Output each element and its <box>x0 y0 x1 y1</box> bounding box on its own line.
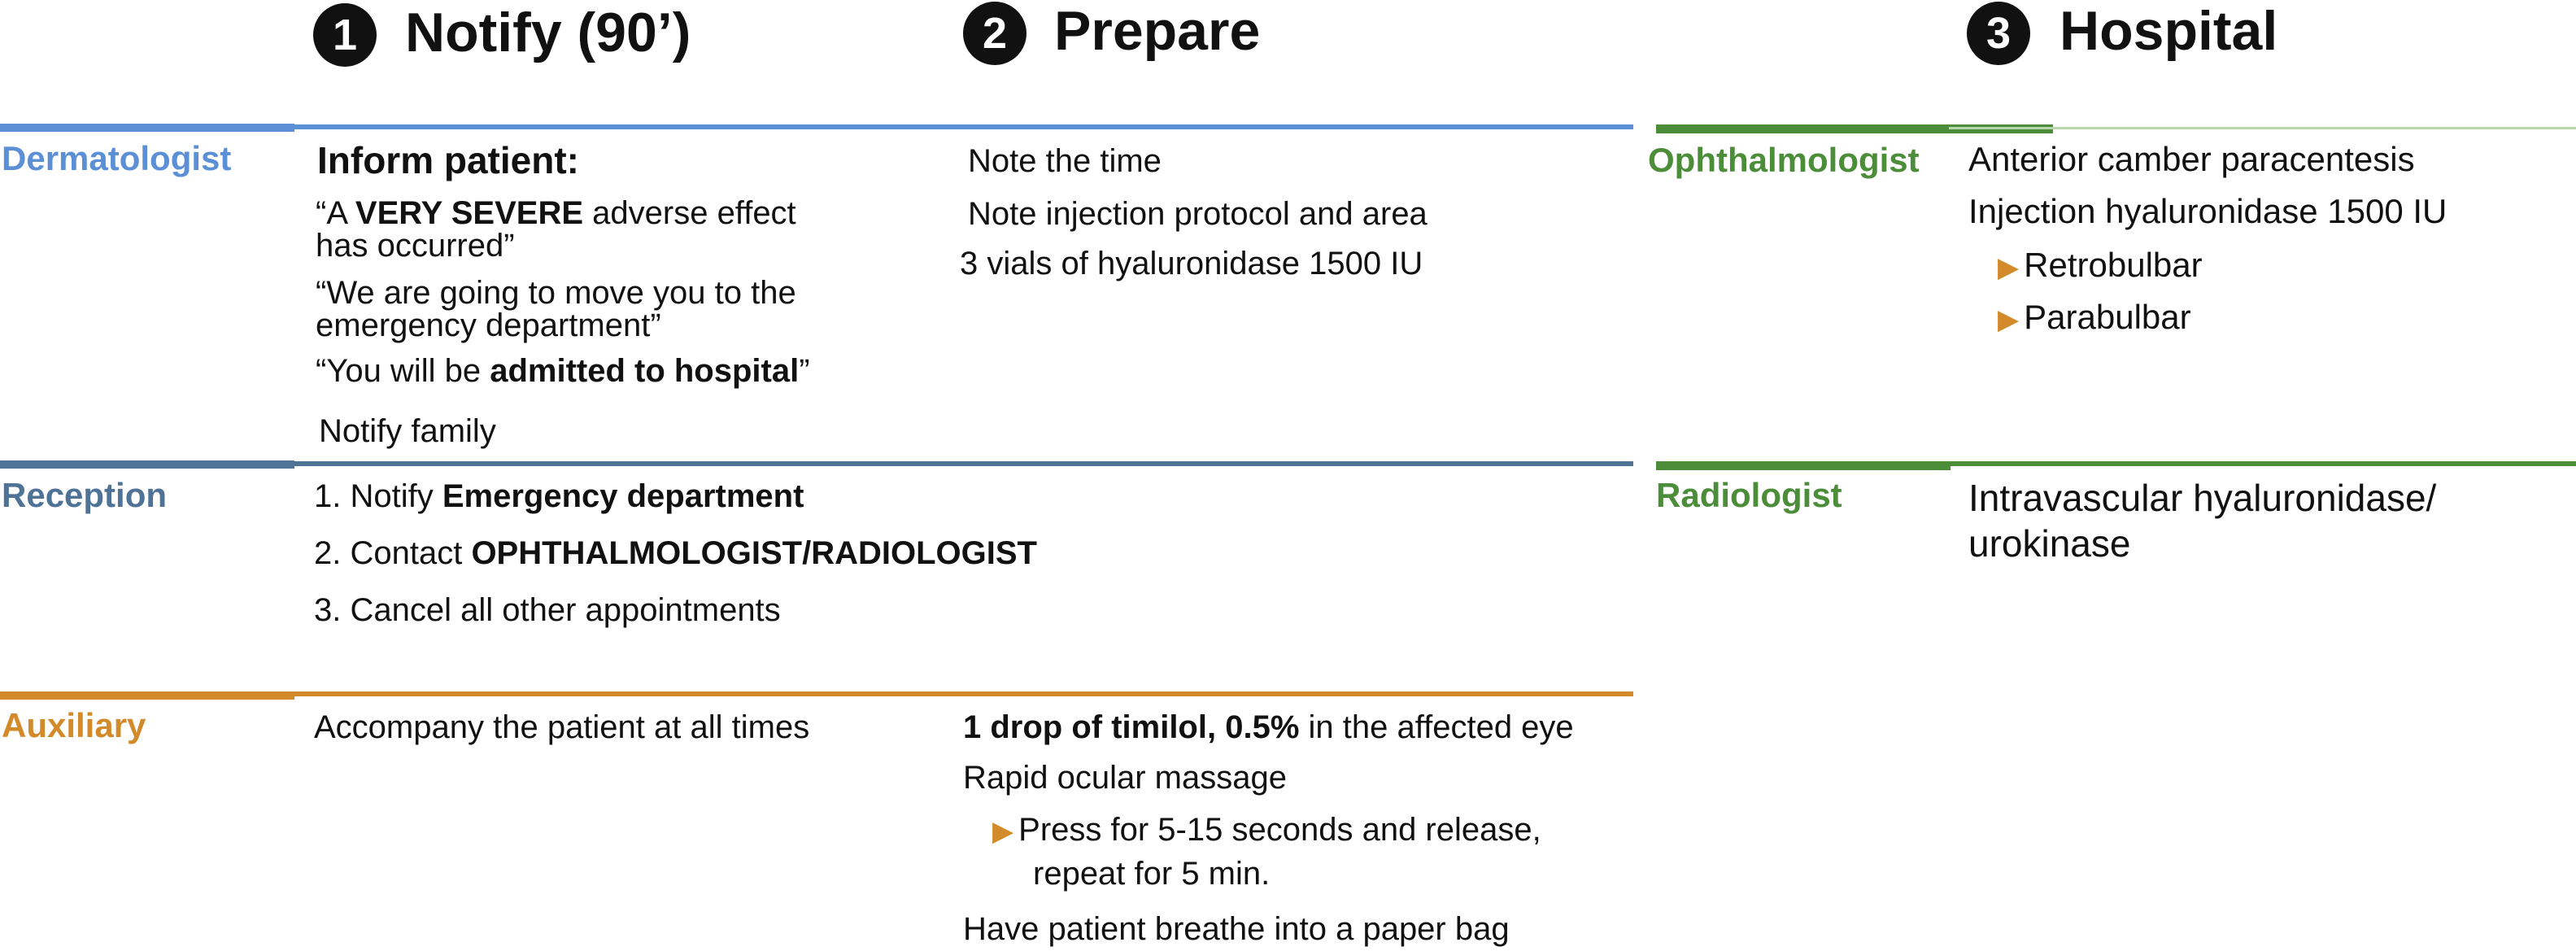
reception-divider-thick <box>0 460 294 469</box>
role-ophthalmologist: Ophthalmologist <box>1648 141 1920 179</box>
arrow-icon: ▶ <box>1998 252 2020 283</box>
arrow-icon: ▶ <box>1998 304 2020 335</box>
radiologist-line-2: urokinase <box>1968 522 2131 565</box>
role-radiologist: Radiologist <box>1656 476 1842 514</box>
role-dermatologist: Dermatologist <box>2 139 232 177</box>
step-2-number: 2 <box>963 2 1026 65</box>
radiologist-line-1: Intravascular hyaluronidase/ <box>1968 477 2437 519</box>
reception-item-2: 2. Contact OPHTHALMOLOGIST/RADIOLOGIST <box>314 535 1037 571</box>
auxiliary-press-line1: ▶ Press for 5-15 seconds and release, <box>992 812 1541 848</box>
prepare-vials: 3 vials of hyaluronidase 1500 IU <box>960 246 1423 281</box>
quote-admitted: “You will be admitted to hospital” <box>316 353 810 389</box>
step-3-number: 3 <box>1967 2 2030 65</box>
auxiliary-accompany: Accompany the patient at all times <box>314 709 810 745</box>
dermatologist-divider <box>294 124 1633 129</box>
ophthalmologist-retrobulbar: ▶ Retrobulbar <box>1998 246 2203 284</box>
ophthalmologist-line-2: Injection hyaluronidase 1500 IU <box>1968 192 2447 230</box>
step-3-title: Hospital <box>2059 0 2278 62</box>
auxiliary-divider <box>294 691 1633 696</box>
dermatologist-divider-thick <box>0 124 294 132</box>
quote-severe-line2: has occurred” <box>316 228 515 264</box>
auxiliary-divider-thick <box>0 691 294 700</box>
auxiliary-massage: Rapid ocular massage <box>963 760 1287 796</box>
ophthalmologist-parabulbar: ▶ Parabulbar <box>1998 298 2191 336</box>
reception-item-3: 3. Cancel all other appointments <box>314 592 781 628</box>
auxiliary-press-line2: repeat for 5 min. <box>1033 856 1271 892</box>
ophthalmologist-line-1: Anterior camber paracentesis <box>1968 140 2415 178</box>
quote-move-line1: “We are going to move you to the <box>316 275 796 311</box>
reception-item-1: 1. Notify Emergency department <box>314 478 804 514</box>
step-1-number: 1 <box>313 3 377 67</box>
radiologist-divider <box>1949 461 2576 466</box>
prepare-note-time: Note the time <box>968 143 1162 179</box>
quote-move-line2: emergency department” <box>316 308 661 343</box>
step-2-title: Prepare <box>1054 0 1261 62</box>
notify-family: Notify family <box>319 413 496 449</box>
reception-divider <box>294 461 1633 466</box>
quote-severe-line1: “A VERY SEVERE adverse effect <box>316 195 796 231</box>
arrow-icon: ▶ <box>992 816 1014 847</box>
step-1-title: Notify (90’) <box>405 2 691 63</box>
prepare-note-protocol: Note injection protocol and area <box>968 196 1427 232</box>
auxiliary-breathe: Have patient breathe into a paper bag <box>963 911 1510 947</box>
role-auxiliary: Auxiliary <box>2 706 146 744</box>
radiologist-divider-thick <box>1656 461 1951 470</box>
ophthalmologist-divider-light <box>1949 127 2576 129</box>
role-reception: Reception <box>2 476 168 514</box>
auxiliary-timilol: 1 drop of timilol, 0.5% in the affected eye <box>963 709 1574 745</box>
inform-patient-heading: Inform patient: <box>317 139 579 181</box>
